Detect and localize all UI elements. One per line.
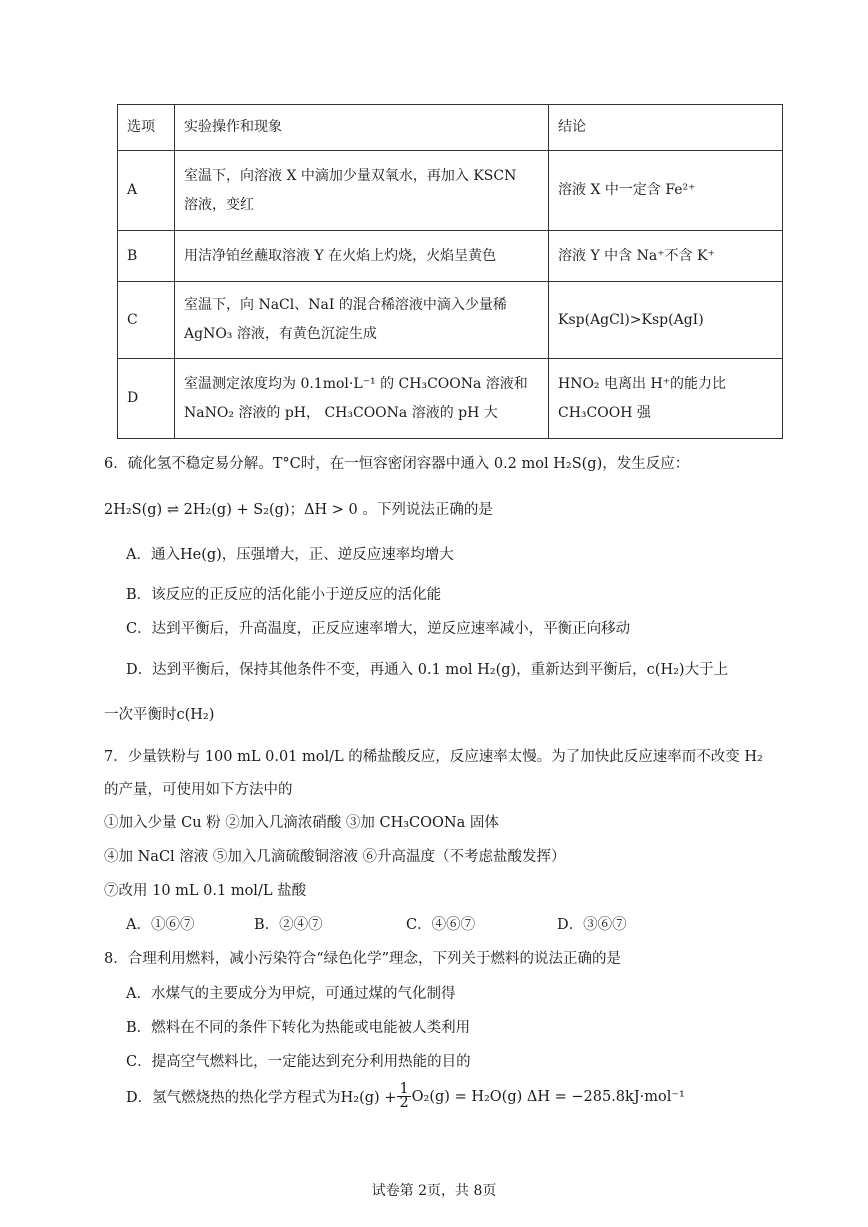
q6-option-d-cont: 一次平衡时c(H₂) xyxy=(104,707,215,723)
q7-option-d: D．③⑥⑦ xyxy=(557,917,627,933)
q6-option-c: C．达到平衡后，升高温度，正反应速率增大，逆反应速率减小，平衡正向移动 xyxy=(126,621,631,637)
cell-line: 室温测定浓度均为 0.1mol·L⁻¹ 的 CH₃COONa 溶液和 xyxy=(184,375,528,392)
q8-option-d xyxy=(126,1083,685,1110)
q8-option-a: A．水煤气的主要成分为甲烷，可通过煤的气化制得 xyxy=(126,986,456,1002)
q6-option-a: A．通入He(g)，压强增大，正、逆反应速率均增大 xyxy=(126,547,454,563)
q8-d-suffix: O₂(g) = H₂O(g) ΔH = −285.8kJ·mol⁻¹ xyxy=(411,1088,685,1105)
cell-line: 室温下，向溶液 X 中滴加少量双氧水，再加入 KSCN xyxy=(184,167,517,184)
q7-stem-cont: 的产量，可使用如下方法中的 xyxy=(104,782,293,798)
table-row xyxy=(118,359,783,439)
row-conclusion: Ksp(AgCl)>Ksp(AgI) xyxy=(549,282,783,359)
header-operation: 实验操作和现象 xyxy=(175,105,549,151)
cell-line: HNO₂ 电离出 H⁺的能力比 xyxy=(558,375,727,392)
cell-line: 室温下，向 NaCl、NaI 的混合稀溶液中滴入少量稀 xyxy=(184,297,507,313)
cell-line: 溶液，变红 xyxy=(184,196,254,213)
row-operation xyxy=(175,151,549,231)
q7-methods-1: ①加入少量 Cu 粉 ②加入几滴浓硝酸 ③加 CH₃COONa 固体 xyxy=(104,815,499,831)
table-row xyxy=(118,151,783,231)
row-operation xyxy=(175,359,549,439)
fraction-half xyxy=(397,1083,410,1110)
table-header-row xyxy=(118,105,783,151)
row-conclusion xyxy=(549,359,783,439)
q7-stem: 7．少量铁粉与 100 mL 0.01 mol/L 的稀盐酸反应，反应速率太慢。为了加快此反应速率而不改变 H₂ xyxy=(104,749,763,765)
table-row xyxy=(118,282,783,359)
row-conclusion: 溶液 X 中一定含 Fe²⁺ xyxy=(549,151,783,231)
q7-option-c: C．④⑥⑦ xyxy=(406,917,476,933)
row-operation xyxy=(175,282,549,359)
cell-line: NaNO₂ 溶液的 pH， CH₃COONa 溶液的 pH 大 xyxy=(184,404,498,421)
header-option: 选项 xyxy=(118,105,175,151)
fraction-numerator: 1 xyxy=(399,1081,409,1097)
q6-option-d: D．达到平衡后，保持其他条件不变，再通入 0.1 mol H₂(g)，重新达到平衡后，c(H₂)大于上 xyxy=(126,662,729,678)
row-option: A xyxy=(118,151,175,231)
fraction-denominator: 2 xyxy=(399,1095,409,1111)
q6-option-b: B．该反应的正反应的活化能小于逆反应的活化能 xyxy=(126,587,442,603)
q8-option-c: C．提高空气燃料比，一定能达到充分利用热能的目的 xyxy=(126,1054,471,1070)
q6-equation: 2H₂S(g) ⇌ 2H₂(g) + S₂(g)；ΔH > 0 。下列说法正确的是 xyxy=(104,502,493,518)
header-conclusion: 结论 xyxy=(549,105,783,151)
q6-stem: 6．硫化氢不稳定易分解。T°C时，在一恒容密闭容器中通入 0.2 mol H₂S(g)，发生反应： xyxy=(104,456,690,472)
table-row xyxy=(118,231,783,282)
q7-option-b: B．②④⑦ xyxy=(254,917,323,933)
row-conclusion: 溶液 Y 中含 Na⁺不含 K⁺ xyxy=(549,231,783,282)
page-footer: 试卷第 2页，共 8页 xyxy=(371,1183,497,1199)
q8-option-b: B．燃料在不同的条件下转化为热能或电能被人类利用 xyxy=(126,1020,471,1036)
q8-d-prefix: D．氢气燃烧热的热化学方程式为H₂(g) + xyxy=(126,1090,397,1106)
row-option: B xyxy=(118,231,175,282)
q7-methods-2: ④加 NaCl 溶液 ⑤加入几滴硫酸铜溶液 ⑥升高温度（不考虑盐酸发挥） xyxy=(104,849,566,865)
cell-line: CH₃COOH 强 xyxy=(558,404,651,421)
row-operation: 用洁净铂丝蘸取溶液 Y 在火焰上灼烧，火焰呈黄色 xyxy=(175,231,549,282)
cell-line: AgNO₃ 溶液，有黄色沉淀生成 xyxy=(184,326,377,342)
row-option: C xyxy=(118,282,175,359)
experiment-table xyxy=(117,104,783,439)
q8-stem: 8．合理利用燃料，减小污染符合“绿色化学”理念，下列关于燃料的说法正确的是 xyxy=(104,951,622,967)
q7-methods-3: ⑦改用 10 mL 0.1 mol/L 盐酸 xyxy=(104,883,307,899)
row-option: D xyxy=(118,359,175,439)
q7-option-a: A．①⑥⑦ xyxy=(126,917,195,933)
